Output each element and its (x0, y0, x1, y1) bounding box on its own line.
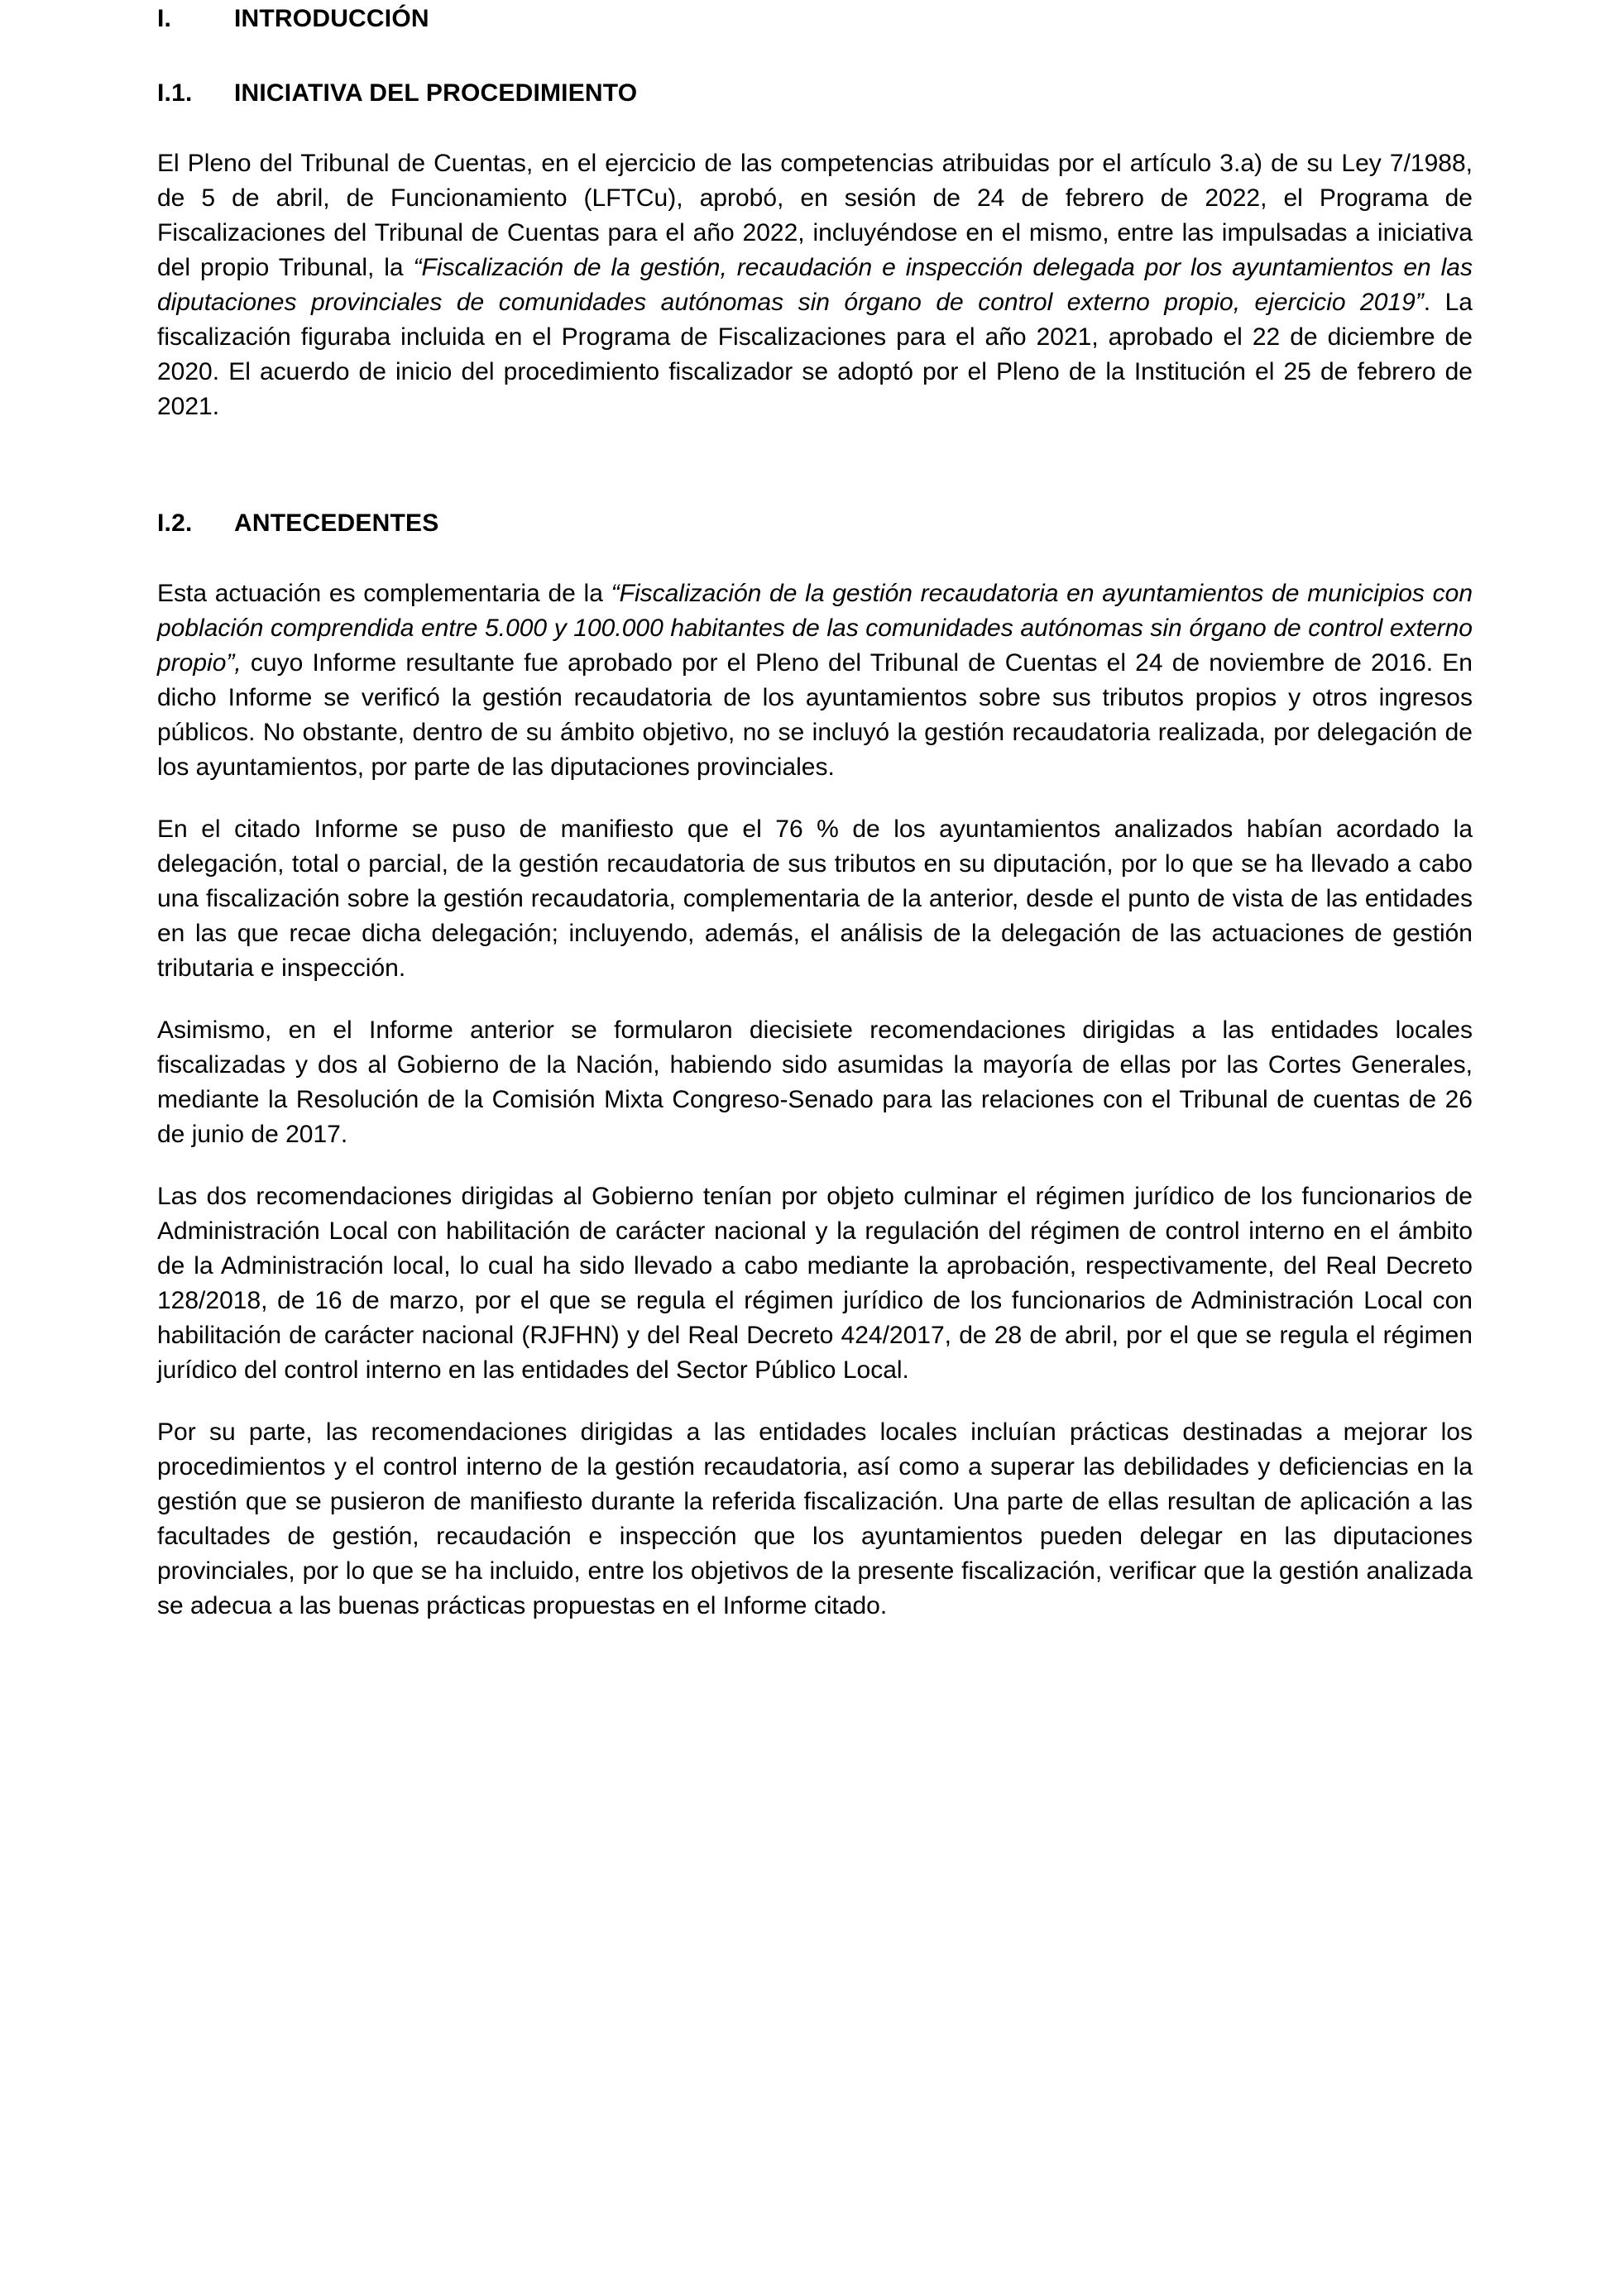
chapter-number: I. (157, 5, 172, 32)
section-number-i1: I.1. (157, 79, 193, 107)
section-heading-i2 (157, 509, 1473, 538)
spacer (157, 452, 1473, 509)
spacer (157, 108, 1473, 146)
spacer (157, 33, 1473, 79)
document-body (157, 0, 1473, 1624)
paragraph-i2-p2: En el citado Informe se puso de manifiesto que el 76 % de los ayuntamientos analizados habían acordado la delegación, total o parcial, de la gestión recaudatoria de sus tributos en su diputación, por lo que se ha llevado a cabo una fiscalización sobre la gestión recaudatoria, complementaria de la anterior, desde el punto de vista de las entidades en las que recae dicha delegación; incluyendo, además, el análisis de la delegación de las actuaciones de gestión tributaria e inspección. (157, 816, 1473, 982)
paragraph-text: . La fiscalización figuraba incluida en el Programa de Fiscalizaciones para el año 2021, aprobado el 22 de diciembre de 2020. El acuerdo de inicio del procedimiento fiscalizador se adoptó por el Pleno de la Institución el 25 de febrero de 2021. (157, 289, 1473, 420)
paragraph-i2-p4: Las dos recomendaciones dirigidas al Gobierno tenían por objeto culminar el régimen jurídico de los funcionarios de Administración Local con habilitación de carácter nacional y la regulación del régimen de control interno en el ámbito de la Administración local, lo cual ha sido llevado a cabo mediante la aprobación, respectivamente, del Real Decreto 128/2018, de 16 de marzo, por el que se regula el régimen jurídico de los funcionarios de Administración Local con habilitación de carácter nacional (RJFHN) y del Real Decreto 424/2017, de 28 de abril, por el que se regula el régimen jurídico del control interno en las entidades del Sector Público Local. (157, 1183, 1473, 1384)
quoted-title: “Fiscalización de la gestión, recaudación e inspección delegada por los ayuntamientos en las diputaciones provinciales de comunidades autónomas sin órgano de control externo propio, ejercicio 2019” (157, 254, 1473, 316)
paragraph-i2-p5: Por su parte, las recomendaciones dirigidas a las entidades locales incluían prácticas destinadas a mejorar los procedimientos y el control interno de la gestión recaudatoria, así como a superar las debilidades y deficiencias en la gestión que se pusieron de manifiesto durante la referida fiscalización. Una parte de ellas resultan de aplicación a las facultades de gestión, recaudación e inspección que los ayuntamientos pueden delegar en las diputaciones provinciales, por lo que se ha incluido, entre los objetivos de la presente fiscalización, verificar que la gestión analizada se adecua a las buenas prácticas propuestas en el Informe citado. (157, 1418, 1473, 1619)
section-number-i2: I.2. (157, 509, 193, 537)
paragraph-i2-p3: Asimismo, en el Informe anterior se formularon diecisiete recomendaciones dirigidas a las entidades locales fiscalizadas y dos al Gobierno de la Nación, habiendo sido asumidas la mayoría de ellas por las Cortes Generales, mediante la Resolución de la Comisión Mixta Congreso-Senado para las relaciones con el Tribunal de cuentas de 26 de junio de 2017. (157, 1016, 1473, 1148)
paragraph-i2-p1 (157, 576, 1473, 785)
paragraph-text: El Pleno del Tribunal de Cuentas, en el ejercicio de las competencias atribuidas por el artículo 3.a) de su Ley 7/1988, de 5 de abril, de Funcionamiento (LFTCu), aprobó, en sesión de 24 de febrero de 2022, el Programa de Fiscalizaciones del Tribunal de Cuentas para el año 2022, incluyéndose en el mismo, entre las impulsadas a iniciativa del propio Tribunal, la (157, 150, 1473, 281)
section-title-i1: INICIATIVA DEL PROCEDIMIENTO (234, 79, 638, 107)
spacer (157, 538, 1473, 576)
section-title-i2: ANTECEDENTES (234, 509, 439, 537)
paragraph-i1-p1 (157, 146, 1473, 424)
quoted-title: “Fiscalización de la gestión recaudatoria en ayuntamientos de municipios con población comprendida entre 5.000 y 100.000 habitantes de las comunidades autónomas sin órgano de control externo propio”, (157, 580, 1473, 677)
paragraph-text: cuyo Informe resultante fue aprobado por el Pleno del Tribunal de Cuentas el 24 de noviembre de 2016. En dicho Informe se verificó la gestión recaudatoria de los ayuntamientos sobre sus tributos propios y otros ingresos públicos. No obstante, dentro de su ámbito objetivo, no se incluyó la gestión recaudatoria realizada, por delegación de los ayuntamientos, por parte de las diputaciones provinciales. (157, 649, 1473, 781)
paragraph-text: Esta actuación es complementaria de la (157, 580, 611, 607)
chapter-heading (157, 0, 1473, 33)
chapter-title: INTRODUCCIÓN (234, 5, 429, 32)
section-heading-i1 (157, 79, 1473, 108)
